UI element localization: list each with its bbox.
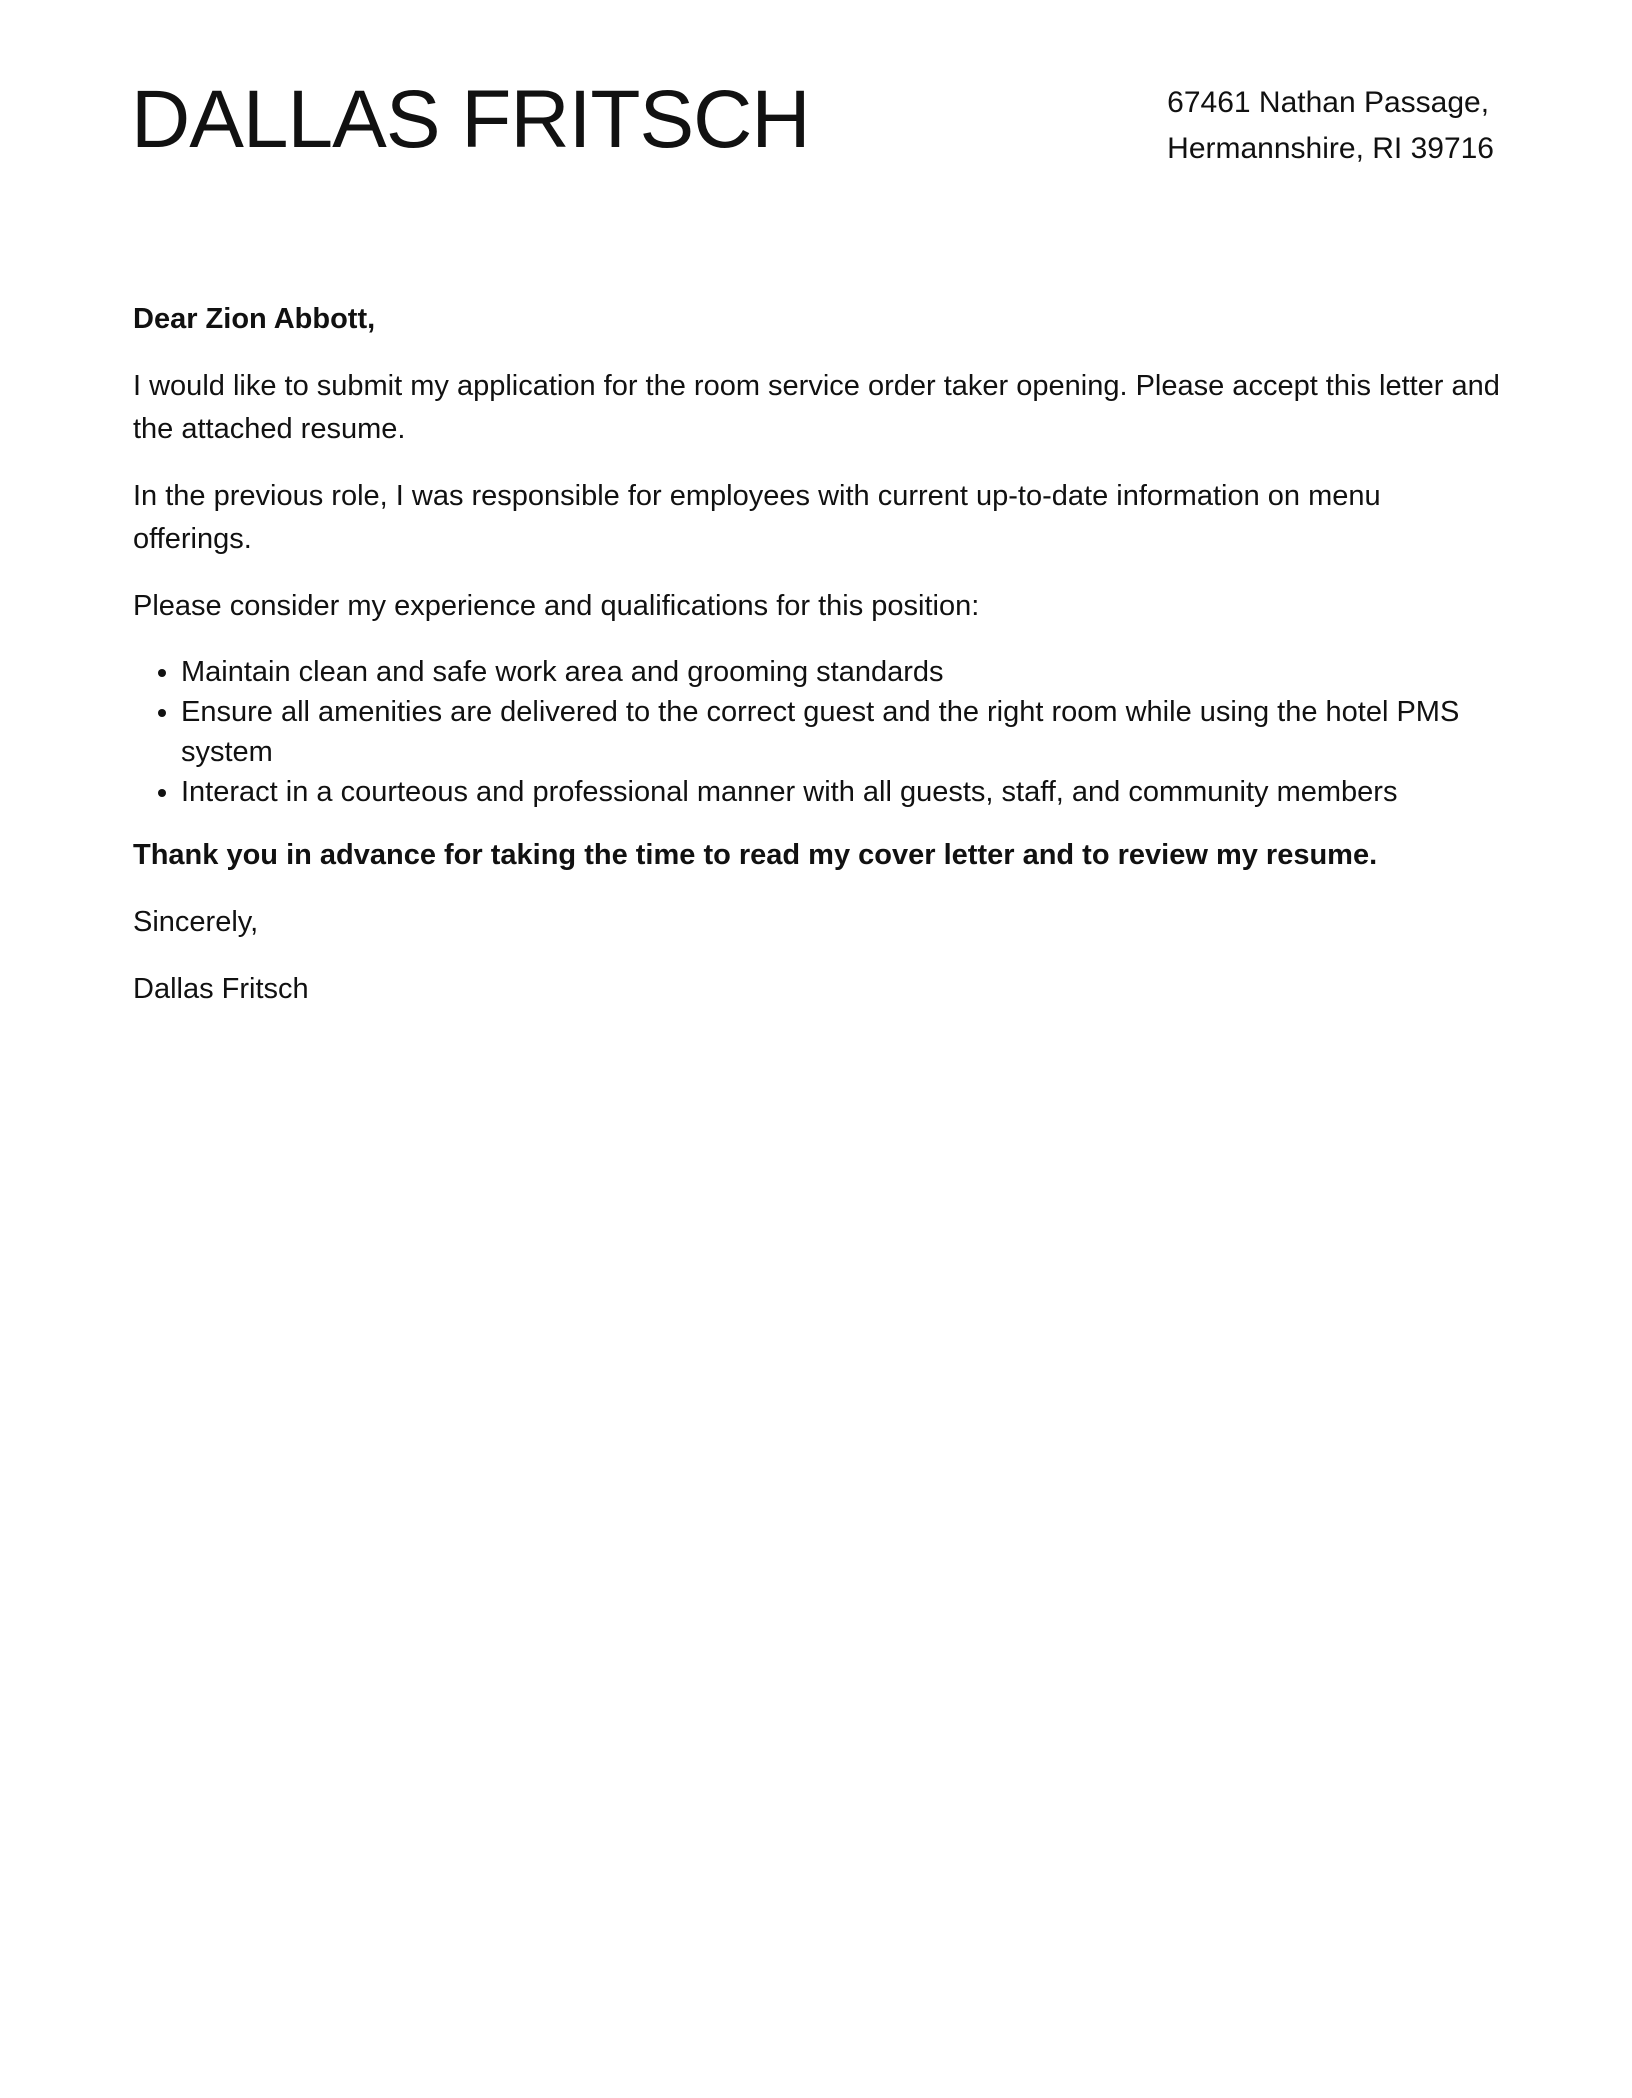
applicant-name: DALLAS FRITSCH [131, 74, 810, 165]
letter-body [133, 298, 1505, 1035]
signature: Dallas Fritsch [133, 973, 309, 1005]
paragraph-intro: I would like to submit my application for the room service order taker opening. Please accept this letter and the attached resume. [133, 370, 1500, 445]
greeting: Dear Zion Abbott, [133, 303, 376, 335]
closing-line: Thank you in advance for taking the time to read my cover letter and to review my resume. [133, 839, 1378, 871]
address-line-1: 67461 Nathan Passage, [1167, 86, 1490, 119]
address-block [1167, 80, 1494, 172]
qualifications-list [133, 652, 1505, 812]
paragraph-experience: In the previous role, I was responsible for employees with current up-to-date information on menu offerings. [133, 480, 1381, 555]
list-item: • Interact in a courteous and professional manner with all guests, staff, and community members [181, 772, 1505, 812]
paragraph-qualifications: Please consider my experience and qualifications for this position: [133, 590, 980, 622]
list-item: • Ensure all amenities are delivered to the correct guest and the right room while using the hotel PMS system [181, 692, 1505, 772]
valediction: Sincerely, [133, 906, 259, 938]
address-line-2: Hermannshire, RI 39716 [1167, 132, 1494, 165]
list-item: • Maintain clean and safe work area and grooming standards [181, 652, 1505, 692]
